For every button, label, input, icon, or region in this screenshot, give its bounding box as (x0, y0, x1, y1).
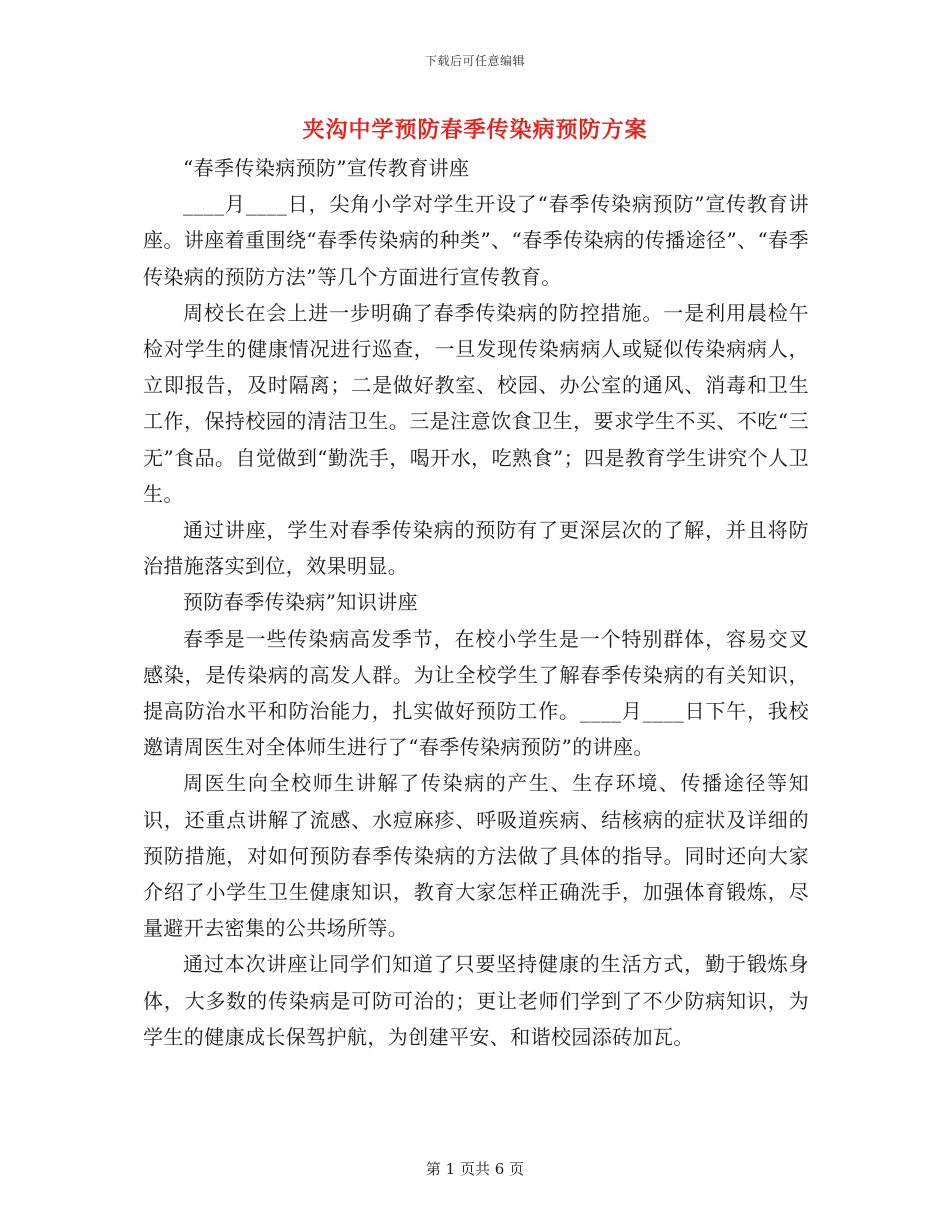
document-title: 夹沟中学预防春季传染病预防方案 (302, 117, 648, 143)
page-header-note: 下载后可任意编辑 (424, 54, 525, 68)
paragraph-knowledge-heading: 预防春季传染病”知识讲座 (183, 590, 419, 615)
paragraph: 春季是一些传染病高发季节，在校小学生是一个特别群体，容易交叉感染，是传染病的高发人群。为让全校学生了解春季传染病的有关知识，提高防治水平和防治能力，扎实做好预防工作。____月____日下午，我校邀请周医生对全体师生进行了“春季传染病预防”的讲座。 (143, 626, 809, 760)
page-number: 第 1 页共 6 页 (425, 1160, 525, 1178)
paragraph: 周校长在会上进一步明确了春季传染病的防控措施。一是利用晨检午检对学生的健康情况进行巡查，一旦发现传染病病人或疑似传染病病人，立即报告，及时隔离；二是做好教室、校园、办公室的通风、消毒和卫生工作，保持校园的清洁卫生。三是注意饮食卫生，要求学生不买、不吃“三无”食品。自觉做到“勤洗手，喝开水，吃熟食”；四是教育学生讲究个人卫生。 (143, 300, 809, 506)
paragraph-lecture-heading: “春季传染病预防”宣传教育讲座 (183, 156, 470, 180)
paragraph: 通过讲座，学生对春季传染病的预防有了更深层次的了解，并且将防治措施落实到位，效果明显。 (143, 518, 809, 579)
paragraph: ____月____日，尖角小学对学生开设了“春季传染病预防”宣传教育讲座。讲座着重围绕“春季传染病的种类”、“春季传染病的传播途径”、“春季传染病的预防方法”等几个方面进行宣传教育。 (143, 192, 809, 289)
document-body (143, 150, 809, 1055)
paragraph: 通过本次讲座让同学们知道了只要坚持健康的生活方式，勤于锻炼身体，大多数的传染病是可防可治的；更让老师们学到了不少防病知识，为学生的健康成长保驾护航，为创建平安、和谐校园添砖加瓦。 (143, 952, 809, 1049)
paragraph: 周医生向全校师生讲解了传染病的产生、生存环境、传播途径等知识，还重点讲解了流感、水痘麻疹、呼吸道疾病、结核病的症状及详细的预防措施，对如何预防春季传染病的方法做了具体的指导。同时还向大家介绍了小学生卫生健康知识，教育大家怎样正确洗手，加强体育锻炼，尽量避开去密集的公共场所等。 (143, 771, 809, 941)
